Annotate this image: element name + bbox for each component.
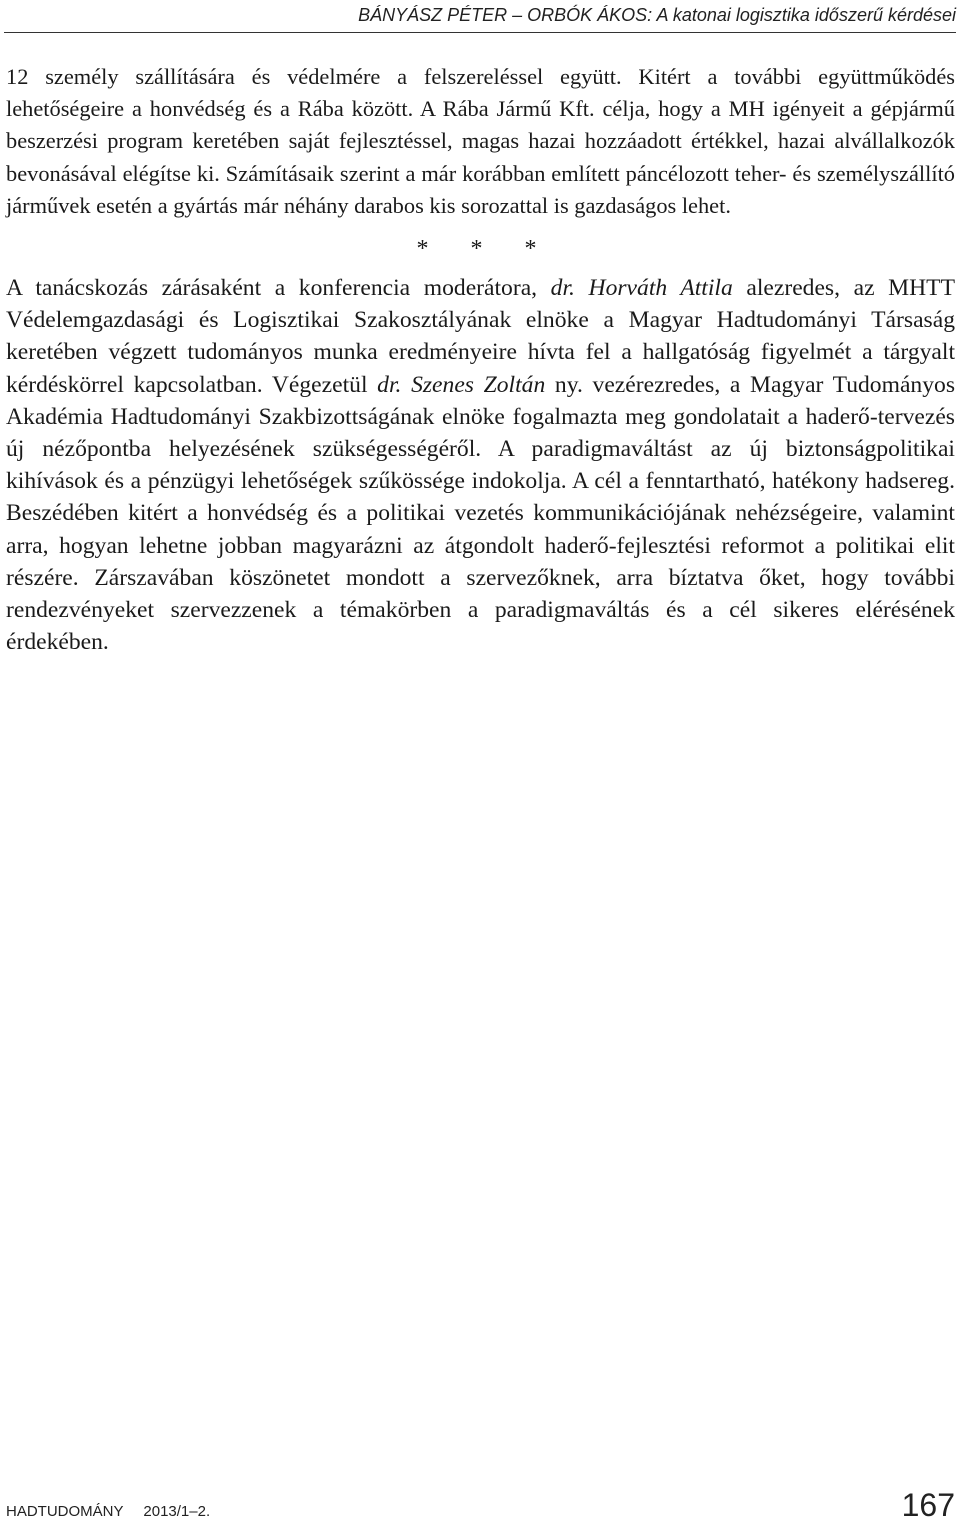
paragraph-2-text-3: ny. vezérezredes, a Magyar Tudományos Akadémia Hadtudományi Szakbizottságának elnöke fogalmazta meg gondolatait a haderő-tervezés új nézőpontba helyezésének szükségességéről. A paradigmaváltást az új biztonságpolitikai kihívások és a pénzügyi lehetőségek szűkössége indokolja. A cél a fenntartható, hatékony hadsereg. Beszédében kitért a honvédség és a politikai vezetés kommunikációjának nehézségeire, valamint arra, hogyan lehetne jobban magyarázni az átgondolt haderő-fejlesztési reformot a politikai elit részére. Zárszavában köszönetet mondott a szervezőknek, arra bíztatva őket, hogy további rendezvényeket szervezzenek a témakörben a paradigmaváltás és a cél sikeres elérésének érdekében. bbox=[6, 371, 955, 656]
article-body bbox=[6, 61, 955, 658]
header-rule bbox=[4, 32, 956, 33]
running-header: BÁNYÁSZ PÉTER – ORBÓK ÁKOS: A katonai logisztika időszerű kérdései bbox=[358, 5, 956, 25]
paragraph-2 bbox=[6, 272, 955, 658]
paragraph-2-text-2: alezredes, az MHTT Védelemgazdasági és Logisztikai Szakosztályának elnöke a Magyar Hadtudományi Társaság keretében végzett tudományos munka eredményeire hívta fel a hallgatóság figyelmét a tárgyalt kérdéskörrel kapcsolatban. Végezetül bbox=[6, 275, 955, 398]
section-separator: * * * bbox=[416, 236, 555, 263]
person-name-horvath: dr. Horváth Attila bbox=[550, 275, 733, 302]
journal-footer: HADTUDOMÁNY 2013/1–2. bbox=[6, 1503, 211, 1520]
page-number: 167 bbox=[901, 1487, 955, 1523]
paragraph-1: 12 személy szállítására és védelmére a felszereléssel együtt. Kitért a további együttműködés lehetőségeire a honvédség és a Rába között. A Rába Jármű Kft. célja, hogy a MH igényeit a gépjármű beszerzési program keretében saját fejlesztéssel, magas hazai hozzáadott értékkel, hazai alvállalkozók bevonásával elégítse ki. Számításaik szerint a már korábban említett páncélozott teher- és személyszállító járművek esetén a gyártás már néhány darabos kis sorozattal is gazdaságos lehet. bbox=[6, 64, 955, 218]
person-name-szenes: dr. Szenes Zoltán bbox=[377, 371, 546, 398]
paragraph-2-text-1: A tanácskozás zárásaként a konferencia moderátora, bbox=[6, 275, 551, 302]
